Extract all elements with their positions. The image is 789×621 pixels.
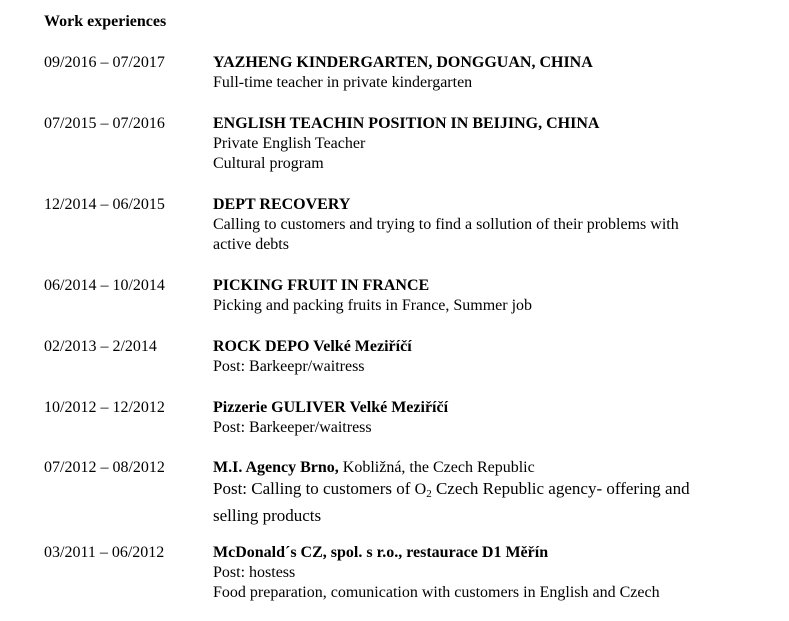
entry-line: Cultural program: [213, 155, 324, 172]
entry-details: [213, 398, 758, 438]
entry-date: 07/2012 – 08/2012: [44, 459, 165, 476]
entry-title: DEPT RECOVERY: [213, 196, 351, 213]
entry-details: [213, 195, 758, 255]
entry-details: [213, 114, 758, 174]
section-heading: Work experiences: [44, 13, 167, 30]
entry-title: ENGLISH TEACHIN POSITION IN BEIJING, CHINA: [213, 115, 600, 132]
entry-title: [213, 458, 758, 478]
entry-date: 02/2013 – 2/2014: [44, 338, 157, 355]
entry-date: 07/2015 – 07/2016: [44, 115, 165, 132]
entry-title: ROCK DEPO Velké Meziříčí: [213, 338, 412, 355]
entry-line: Post: hostess: [213, 564, 296, 581]
entry-date: 03/2011 – 06/2012: [44, 544, 165, 561]
post-prefix: Post: Calling to customers of: [213, 479, 415, 498]
entry-details: [213, 337, 758, 377]
entry-title-bold: M.I. Agency Brno,: [213, 459, 339, 476]
entry-line: selling products: [213, 506, 322, 525]
entry-line: Picking and packing fruits in France, Summer job: [213, 297, 533, 314]
o2-letter: O: [414, 481, 427, 498]
entry-date: 09/2016 – 07/2017: [44, 54, 165, 71]
entry-date: 12/2014 – 06/2015: [44, 196, 165, 213]
entry-date: 10/2012 – 12/2012: [44, 399, 165, 416]
entry-title: YAZHENG KINDERGARTEN, DONGGUAN, CHINA: [213, 54, 593, 71]
entry-title-suffix: Kobližná, the Czech Republic: [338, 459, 535, 476]
entry-date: 06/2014 – 10/2014: [44, 277, 165, 294]
entry-line: active debts: [213, 236, 289, 253]
entry-details: [213, 458, 758, 527]
entry-line: Post: Barkeepr/waitress: [213, 358, 365, 375]
entry-line: Full-time teacher in private kindergarten: [213, 74, 473, 91]
entry-line: Food preparation, comunication with customers in English and Czech: [213, 584, 660, 601]
entry-line: Post: Barkeeper/waitress: [213, 419, 372, 436]
entry-line: [213, 478, 758, 505]
o2-subscript: 2: [426, 488, 432, 500]
post-rest: Czech Republic agency- offering and: [431, 479, 690, 498]
entry-details: [213, 53, 758, 93]
entry-line: Private English Teacher: [213, 135, 366, 152]
o2-brand: [415, 481, 432, 498]
entry-line: Calling to customers and trying to find a sollution of their problems with: [213, 216, 679, 233]
entry-details: [213, 276, 758, 316]
entry-title: PICKING FRUIT IN FRANCE: [213, 277, 430, 294]
entry-details: [213, 543, 758, 603]
entry-title: Pizzerie GULIVER Velké Meziříčí: [213, 399, 449, 416]
entry-title: McDonald´s CZ, spol. s r.o., restaurace D1 Měřín: [213, 544, 549, 561]
